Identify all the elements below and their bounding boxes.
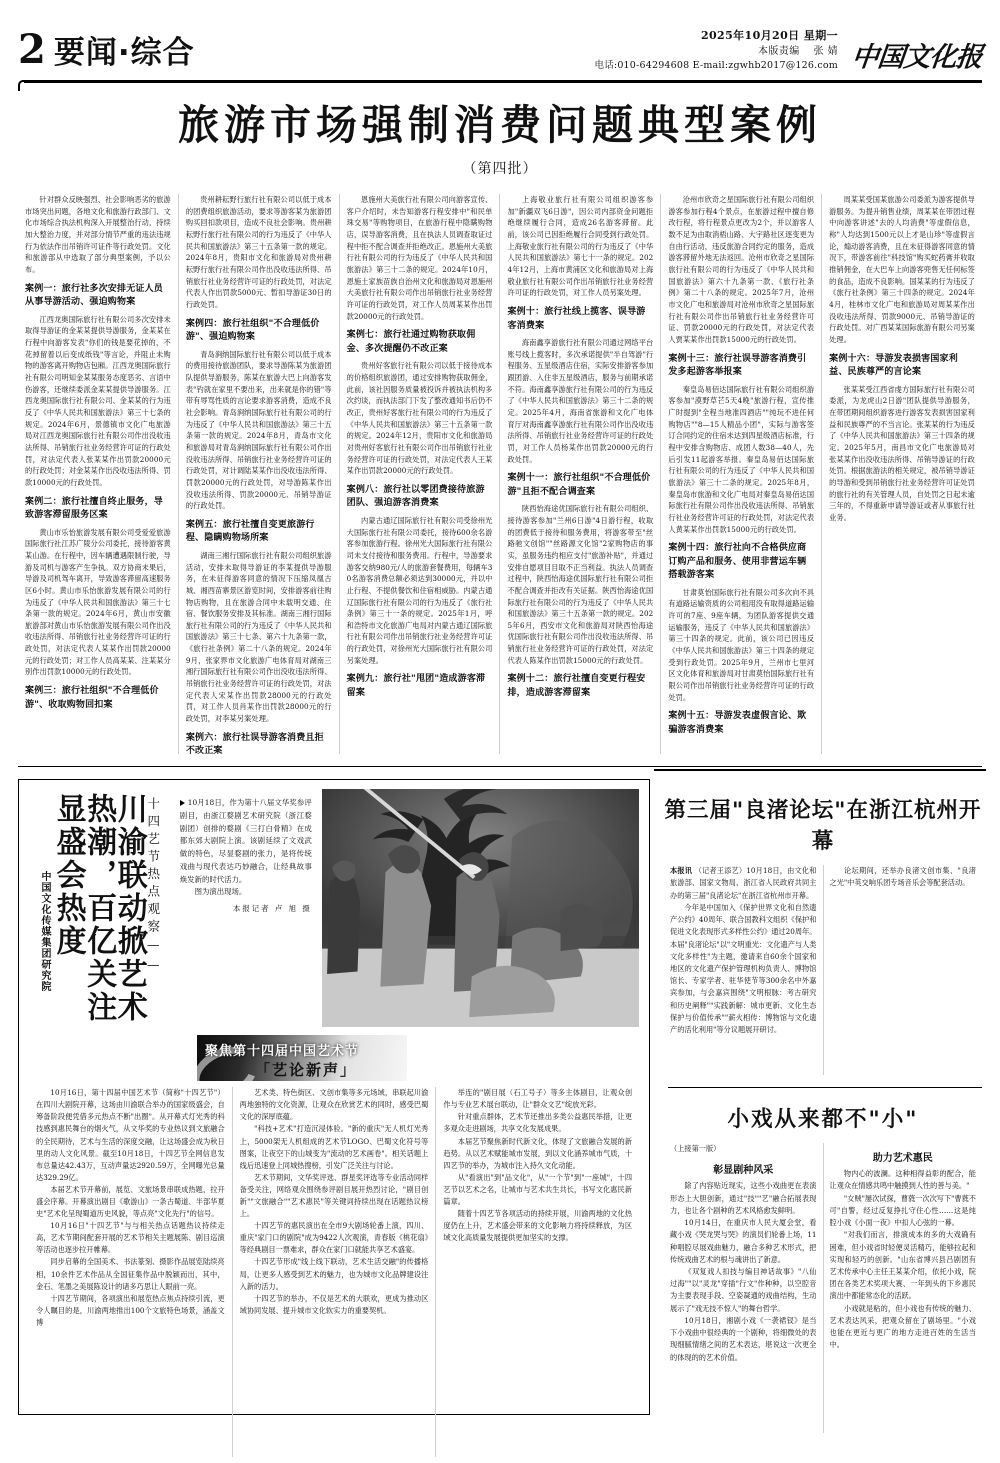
triangle-bullet-icon: [180, 800, 185, 806]
feature-paragraph: 同步启幕的全国美术、书法篆刻、摄影作品展览陆续亮相，10余件艺术作品从全国征集作品中脱颖而出，其中，金石、笔墨之美展陈设计的诸多巧思让人眼前一亮。: [36, 1257, 225, 1291]
photo-note: 图为演出现场。: [194, 887, 247, 897]
lead-article-columns: [18, 194, 982, 757]
vertical-headline-group: [29, 789, 176, 1031]
case-title-12: 案例十二：旅行社擅自变更行程安排，造成游客滞留案: [507, 674, 646, 698]
case-title-11: 案例十一：旅行社组织"不合理低价游"且拒不配合调查案: [507, 473, 651, 497]
feature-paragraph: "科技+艺术"打造沉浸体验。"新的重庆"无人机灯光秀上，5000架无人机组成的艺术节LOGO、巴蜀文化符号等图案，让夜空下的山城变为"流动的艺术画卷"。相关话题上线后迅速登上同城热搜榜，引发广泛关注与讨论。: [239, 1124, 429, 1170]
xiaoxi-subhead-1: 彰显剧种风采: [713, 1165, 774, 1177]
feature-paragraph: 针对重点群体，艺术节还推出多类公益惠民举措，让更多观众走进剧场，共享文化发展成果。: [443, 1112, 633, 1134]
lead-column-5: [660, 194, 821, 754]
page-subtitle: （第四批）: [462, 161, 538, 178]
liangzhu-lead: [670, 865, 817, 902]
case-body-10: 海南鑫享游旅行社有限公司通过网络平台账号线上揽客时，多次承诺提供"半自驾游"行程服务、五星级酒店住宿，实际安排游客参加跟团游、入住非五星级酒店，服务与前期承诺不符。海南鑫享游旅行社有限公司的行为违反了《中华人民共和国旅游法》第三十二条的规定。2025年4月，海南省旅游和文化广电体育厅对海南鑫享游旅行社有限公司作出没收违法所得、吊销旅行社业务经营许可证的行政处罚，对工作人员杨某作出罚款20000元的行政处罚。: [507, 338, 654, 464]
lead-column-1: [18, 194, 178, 754]
case-body-7: 贵州好客旅行社有限公司以低于接待成本的价格组织旅游团，通过安排购物获取佣金，此前，该社因服务质量被投诉并被执法机构多次约谈，而执法部门下发了整改通知书后仍不改正，贵州好客旅行社有限公司的行为违反了《中华人民共和国旅游法》第三十五条第一款的规定。2024年12月，贵阳市文化和旅游局对贵州好客旅行社有限公司作出吊销旅行社业务经营许可证的行政处罚，对法定代表人王某某作出罚款20000元的行政处罚。: [346, 361, 493, 476]
feature-left-body: [29, 1087, 639, 1457]
lead-column-4: [499, 194, 660, 754]
feature-paragraph: 本届艺术节开幕前，展览、文旅场景串联成热题，拉开盛会序幕。开幕演出剧目《歌游山》一条古蜀道、半部华夏史"艺术化呈现蜀道历史风貌，等点亮"文化先行"的信号。: [36, 1184, 225, 1219]
xiaoxi-headline: 小戏从来都不"小": [727, 1107, 919, 1133]
case-body-1: 江西龙奥国际旅行社有限公司多次安排未取得导游证的金某某提供导游服务，金某某在行程中向游客发表"你们的钱是要花掉的，不花掉留着以后变成纸钱"等言论，并阻止未购物的游客离开购物店包厢。江西龙奥国际旅行社有限公司明知金某某服务态度恶劣、言语中伤游客，还继续委派金某某提供导游服务。江西龙奥国际旅行社有限公司、金某某的行为违反了《中华人民共和国旅游法》第三十七条的规定。2024年6月，景德镇市文化广电旅游局对江西龙奥国际旅行社有限公司作出没收违法所得、吊销旅行社业务经营许可证的行政处罚，对法定代表人张某某作出罚款20000元的行政处罚；对金某某作出没收违法所得、罚款10000元的行政处罚。: [25, 314, 171, 487]
lead-intro: 针对群众反映强烈、社会影响恶劣的旅游市场突出问题，各地文化和旅游行政部门、文化市场综合执法机构深入开展整治行动，持续加大整治力度，并对部分情节严重的违法违规行为依法作出吊销许可证件等行政处罚。文化和旅游部从中选取了部分典型案例，予以公布。: [25, 195, 171, 275]
case-title-7: 案例七：旅行社通过购物获取佣金、多次提醒仍不改正案: [346, 330, 476, 354]
masthead-rule: [18, 80, 982, 84]
feature-left-box: [18, 779, 650, 1415]
case-title-10: 案例十：旅行社线上揽客、误导游客消费案: [507, 307, 646, 331]
masthead-right: [595, 27, 982, 78]
series-banner: [197, 1035, 407, 1081]
case-body-6: 恩施州大美旅行社有限公司向游客宣传、客户介绍时，未告知游客行程安排中"和民单珠交易"等购物项目，在旅游行程中隐瞒购物店，误导游客消费，且在执法人员调查取证过程中拒不配合调查并拒绝改正。恩施州大美旅行社有限公司的行为违反了《中华人民共和国旅游法》第三十二条的规定。2024年10月，恩施土家族苗族自治州文化和旅游局对恩施州大美旅行社有限公司作出吊销旅行社业务经营许可证的行政处罚，对工作人员周某某作出罚款20000元的行政处罚。: [346, 195, 493, 321]
case-title-3: 案例三：旅行社组织"不合理低价游"、收取购物回扣案: [25, 686, 159, 710]
case-body-16: 张某某受江西省虔方国际旅行社有限公司委派，为龙虎山2日游"团队提供导游服务，在带团期间组织游客进行游客发表损害国家利益和民族尊严的不当言论。张某某的行为违反了《中华人民共和国旅游法》第三十四条的规定。2025年5月，南昌市文化广电旅游局对张某某作出没收违法所得、吊销导游证的行政处罚。根据旅游法的相关规定，被吊销导游证的导游和受到吊销旅行社业务经营许可证处罚的旅行社的有关管理人员，自处罚之日起未逾三年的，不得重新申请导游证或者从事旅行社业务。: [829, 384, 975, 522]
page-title: 旅游市场强制消费问题典型案例: [178, 101, 822, 149]
liangzhu-lead-text: （记者王添艺）10月18日，由文化和旅游部、国家文物局、浙江省人民政府共同主办的第三届"良渚论坛"在浙江省杭州市开幕。: [670, 866, 817, 900]
xiaoxi-paragraph: 小戏就是粘的，但小戏也有传统的魅力、艺术表达风采，把观众留在了剧场里。"小戏也能在更近与更广的地方走进百姓的生活当中。: [829, 1303, 976, 1350]
feature-kicker: 十四艺节热点观察——: [145, 797, 161, 978]
xiaoxi-column-1: [664, 1143, 823, 1433]
feature-paragraph: 从"看演出"到"品文化"，从"一个节"到"一座城"，十四艺节以艺术之名，让城市与艺术共生共长，书写文化惠民新篇章。: [443, 1172, 633, 1206]
feature-body-column-1: [29, 1087, 232, 1457]
editor-name: 张 婧: [813, 45, 838, 57]
masthead-left: [18, 27, 195, 78]
byline-label: 本报讯: [670, 866, 693, 876]
liangzhu-paragraph: 今年是中国加入《保护世界文化和自然遗产公约》40周年、联合国教科文组织《保护和促进文化表现形式多样性公约》通过20周年。本届"良渚论坛"以"文明重光：文化遗产与人类文化多样性"为主题，邀请来自60余个国家和地区的文化遗产保护管理机构负责人、博物馆馆长、专家学者、驻华使节等300余名中外嘉宾参加，与会嘉宾围绕"文明根脉：考古研究和历史阐释""实践新解：城市更新、文化生态保护与价值传承""薪火相传：博物馆与文化遗产的活化利用"等分议题展开研讨。: [670, 902, 817, 1035]
stage-photo: [322, 789, 639, 1027]
feature-paragraph: 艺术类、特色街区、文创市集等多元场域，串联起川渝两地独特的文化资源，让观众在欣赏艺术的同时，感受巴蜀文化的深厚底蕴。: [239, 1088, 429, 1122]
feature-paragraph: 十四艺节的惠民演出在全市9大剧场轮番上演，四川、重庆"家门口的剧院"成为9422人次观演，青春版《桃花扇》等经典剧目一票难求，群众在家门口就能共享艺术盛宴。: [239, 1221, 429, 1255]
xiaoxi-paragraph: 10月14日，在重庆市人民大厦会堂，看藏小戏《哭龙哭与哭》的演员们轮番上场，11种唱腔尽展戏曲魅力，融合多种艺术形式，把传统戏曲艺术的根与魂讲出了新意。: [670, 1218, 817, 1264]
liangzhu-headline: 第三届"良渚论坛"在浙江杭州开幕: [664, 798, 982, 855]
feature-body-column-2: [232, 1087, 436, 1457]
case-body-12: 沧州市欣奇之星国际旅行社有限公司组织游客参加行程4个景点，在旅游过程中擅自修改行程，将行程景点更改为2个，并以游客人数不足为由取消梧山路、大宇路社区逐变更为自由行活动，违反旅游合同约定的服务，造成游客滞留外地无法返回。沧州市欣奇之星国际旅行社有限公司的行为违反了《中华人民共和国旅游法》第六十九条第一款、《旅行社条例》第二十八条的规定。2025年7月，沧州市文化广电和旅游局对沧州市欣奇之星国际旅行社有限公司作出吊销旅行社业务经营许可证、罚款20000元的行政处罚，对法定代表人贾某某作出罚款15000元的行政处罚。: [668, 195, 815, 345]
section-divider: [18, 766, 982, 767]
case-title-8: 案例八：旅行社以零团费接待旅游团队、强迫游客消费案: [346, 484, 485, 509]
feature-right-column: [650, 779, 982, 1415]
section-title: 要闻·综合: [53, 35, 195, 71]
feature-headline: 川渝联动掀艺术热潮，百亿关注显盛会热度: [50, 793, 147, 1025]
feature-left-top: [29, 789, 639, 1027]
case-body-3: 贵州耕耘野行旅行社有限公司以低于成本的团费组织旅游活动，要求等游客某为旅游团购买回扣款项目，造成不良社会影响。贵州耕耘野行旅行社有限公司的行为违反了《中华人民共和国旅游法》第三十五条第一款的规定。2024年8月，贵阳市文化和旅游局对贵州耕耘野行旅行社有限公司作出没收违法所得、吊销旅行社业务经营许可证的行政处罚，对法定代表人作出罚款5000元、暂扣导游证30日的行政处罚。: [185, 195, 332, 310]
xiaoxi-paragraph: 《双复戏人扣技与编目神话故事》"八仙过海""以"灵龙"穿插"行文"作种种，以空腔音为主要表现手段、空姿凝通的戏曲结构，生动展示了"戏无技不惊人"的舞台哲学。: [670, 1267, 817, 1313]
liangzhu-column-1: [664, 865, 823, 1075]
feature-paragraph: 10月16日，第十四届中国艺术节（简称"十四艺节"）在四川大剧院开幕，这场由川渝联合举办的国家级盛会，自筹备阶段便凭借多元热点不断"出圈"。从开幕式灯光秀的科技感到惠民舞台的烟火气，从文华奖的专业热议到文旅融合的全民期待，艺术与生活的深度交融，让这场盛会成为秋日里的动人文化风景。截至10月18日，十四艺节全网信息发布总量达42.43万，互动声量达2920.59万，全网曝光总量达329.29亿。: [36, 1088, 225, 1182]
case-title-13: 案例十三：旅行社误导游客消费引发多起游客举报案: [668, 353, 807, 378]
lead-column-2: [178, 194, 339, 757]
editor-line: [595, 44, 838, 60]
case-body-14: 甘肃莫怡国际旅行社有限公司多次向不具有道路运输资质的公司租用没有取得道路运输许可的7座、9座车辆，为团队游客提供交通运输服务，违反了《中华人民共和国旅游法》第三十四条的规定。此前，该公司已因违反《中华人民共和国旅游法》第三十四条的规定受到行政处罚。2025年9月，兰州市七里河区文化体育和旅游局对甘肃莫怡国际旅行社有限公司作出吊销旅行社业务经营许可证的行政处罚。: [668, 587, 815, 702]
case-title-1: 案例一：旅行社多次安排无证人员从事导游活动、强迫购物案: [25, 283, 164, 308]
xiaoxi-paragraph: 物内心的波澜。这种相得益彰的配合，能让观众在情感共鸣中触摸到人性的善与美。": [829, 1169, 976, 1191]
feature-paragraph: 十四艺节形成"线上线下联动，艺术生活交融"的传播格局，让更多人感受到艺术的魅力，也为城市文化品牌建设注入新的活力。: [239, 1257, 429, 1291]
case-body-5: 湖南三湘行国际旅行社有限公司组织旅游活动，安排未取得导游证的李某提供导游服务，在未征得游客同意的情况下压缩凤凰古城、湘西苗寨景区游览时间，安排游客前往购物店购物，且在旅游合同中未载明交通、住宿、餐饮服务安排及其标准。湖南三湘行国际旅行社有限公司的行为违反了《中华人民共和国旅游法》第三十七条、第六十九条第一款，《旅行社条例》第二十八条的规定。2024年9月，张家界市文化旅游广电体育局对湖南三湘行国际旅行社有限公司作出没收违法所得、吊销旅行社业务经营许可证的行政处罚，对法定代表人宋某作出罚款28000元的行政处罚，对工作人员肖某作出罚款28000元的行政处罚，对李某另案处理。: [185, 550, 332, 724]
case-title-15: 案例十五：导游发表虚假言论、欺骗游客消费案: [668, 711, 807, 735]
feature-paragraph: 艺术节期间，文华奖评选、群星奖评选等专业活动同样备受关注，网络观众围绕参评剧目展开热烈讨论，"剧目创新""文旅融合""艺术惠民"等关键词持续出现在话题热议榜上。: [239, 1172, 429, 1219]
liangzhu-columns: [664, 865, 982, 1075]
banner-line-1: 聚焦第十四届中国艺术节: [205, 1044, 360, 1060]
case-title-9: 案例九：旅行社"甩团"造成游客滞留案: [346, 674, 486, 698]
liangzhu-column-2: [823, 865, 983, 1075]
case-body-4: 青岛涧纳国际旅行社有限公司以低于成本的费用接待旅游团队，要求导游陈某为旅游团队提供导游服务，陈某在旅游大巴上向游客发表"钓就在家里不要出来，出来就是你的错"等带有辱骂性质的言论要求游客消费，造成不良社会影响。青岛涧纳国际旅行社有限公司的行为违反了《中华人民共和国旅游法》第三十五条第一款的规定。2024年8月，青岛市文化和旅游局对青岛涧纳国际旅行社有限公司作出没收违法所得、吊销旅行社业务经营许可证的行政处罚，对计调陆某某作出没收违法所得、罚款20000元的行政处罚，对导游陈某作出没收违法所得、罚款20000元、吊销导游证的行政处罚。: [185, 349, 332, 511]
case-body-11: 陕西怡海途优国际旅行社有限公司组织、接待游客参加"兰州6日游"4日游行程，收取的团费低于接待和服务费用，将游客带至"丝路驰文创馆""丝路源文化馆"2家购物店的事实，虽服务违约相应支付"旅游补贴"，并通过安排自愿项目目取不正当利益。执法人员调查过程中，陕西怡海途优国际旅行社有限公司拒不配合调查并拒改有关证据。陕西怡海途优国际旅行社有限公司的行为违反了《中华人民共和国旅游法》第三十五条第一款的规定。2025年6月，西安市文化和旅游局对陕西怡海途优国际旅行社有限公司作出没收违法所得、吊销旅行社业务经营许可证的行政处罚，对法定代表人陈某作出罚款15000元的行政处罚。: [507, 504, 654, 665]
right-divider: [668, 1087, 982, 1088]
feature-paragraph: 随着十四艺节各项活动的持续开展，川渝两地的文化热度仍在上升，艺术盛会带来的文化影响力将持续释放，为区域文化高质量发展提供更加坚实的支撑。: [443, 1209, 633, 1243]
paper-logo: 中国文化报: [850, 42, 984, 73]
xiaoxi-paragraph: 除了内容贴近现实，这些小戏曲更在表演形态上大胆创新，通过"技""艺"融合拓展表现力，也让各个剧种的艺术风格愈发鲜明。: [670, 1181, 817, 1215]
feature-paragraph: 本届艺节聚焦新时代新文化，体现了文旅融合发展的新趋势。从以艺术赋能城市发展，到以文化涵养城市气质，十四艺节的举办，为城市注入持久文化动能。: [443, 1136, 633, 1170]
lead-column-6: [821, 194, 982, 754]
photo-credit: 本报记者 卢 旭 摄: [232, 904, 312, 914]
photo-caption: 10月18日，作为第十八届文华奖参评剧目，由浙江婺剧艺术研究院（浙江婺剧团）创排的婺剧《三打白骨精》在成都东郊大剧院上演。该剧延续了文戏武做的特色，尽显婺剧的张力，是将传统戏曲与现代表达巧妙融合，让经典故事焕发新的时代活力。: [179, 798, 312, 884]
case-title-14: 案例十四：旅行社向不合格供应商订购产品和服务、使用非营运车辆搭载游客案: [668, 543, 807, 581]
stage-photo-image: [322, 789, 639, 1027]
feature-paragraph: 10月16日"十四艺节"与与相关热点话题热议持续走高，艺术节期间配套开展的艺术节相关主题展陈、剧目巡演等活动也逐步拉开帷幕。: [36, 1221, 225, 1255]
feature-body-column-3: [435, 1087, 639, 1457]
continued-from-note: （上接第一版）: [670, 1144, 721, 1154]
feature-byline: 中国文化传媒集团研究院: [39, 871, 50, 993]
xiaoxi-paragraph: "女贼"屡次试探，曹蕤一次次写下"曹蕤不可"自警，经过反复挣扎守住心性……这是纯腔小戏《小面一夜》中扣人心弦的一幕。: [829, 1193, 976, 1228]
case-body-15: 周某某受国某旅游公司委派为游客提供导游服务。为提升销售业绩，周某某在带团过程中向游客讲述"去的人均消费"等虚假信息，称"人均达到1500元以上才是山珍"等虚假言论，煽动游客消费，且在未征得游客同意的情况下，带游客前往"科技馆"购买蛇药膏并收取推销佣金，在大巴车上向游客兜售无任何标签的食品，造成不良影响。国某某的行为违反了《旅行社条例》第三十四条的规定。2024年4月，桂林市文化广电和旅游局对周某某作出没收违法所得、罚款9000元、吊销导游证的行政处罚。对广西某某国际旅游有限公司另案处理。: [829, 195, 975, 345]
feature-paragraph: 十四艺节期间，各项演出和展览热点焦点持续引流，更令人瞩目的是，川渝两地推出100个文旅特色场景，涵盖文博: [36, 1293, 225, 1327]
masthead: [18, 0, 982, 78]
case-body-2: 黄山市乐怡旅游发展有限公司受爱爱旅游国际旅行社江苏广陵分公司委托，接待游客黄某山游。在行程中，因车辆遭遇限制行驶，导游及司机与游客产生争执。双方协商未果后，导游及司机驾车离开，导致游客滞留高速服务区6小时。黄山市乐怡旅游发展有限公司的行为违反了《中华人民共和国旅游法》第三十七条第一款的规定。2024年6月，黄山市安徽旅游部对黄山市乐怡旅游发展有限公司作出没收违法所得、吊销旅行社业务经营许可证的行政处罚，对法定代表人某某作出罚款20000元的行政处罚；对工作人员高某某、注某某分别作出罚款10000元的行政处罚。: [25, 527, 171, 677]
feature-paragraph: 十四艺节的举办，不仅是艺术的大联欢，更成为推动区域协同发展、提升城市文化软实力的重要契机。: [239, 1293, 429, 1315]
liangzhu-paragraph: 论坛期间，还举办良渚文创市集、"良渚之光"中英交响乐团专场音乐会等配套活动。: [829, 866, 976, 888]
xiaoxi-paragraph: 10月18日，湘剧小戏《一袭裙钗》是当下小戏曲中很经典的一个剧种，将细微处的表现细腻情绪之间的艺术表达，堪说这一次更全的体现的的艺术价值。: [670, 1315, 817, 1362]
contact-line: 电话:010-64294608 E-mail:zgwhb2017@126.com: [594, 60, 838, 72]
case-body-8: 内蒙古通辽国际旅行社有限公司受徐州光大国际旅行社有限公司委托，接待600余名游客参加旅游行程。徐州光大国际旅行社有限公司未支付接待和服务费用。行程中，导游要求游客交纳980元/人的旅游套餐费用，每辆车30名游客消费总额必须达到30000元，并以中止行程、不提供餐饮和住宿相威胁。内蒙古通辽国际旅行社有限公司的行为违反了《旅行社条例》第三十一条的规定。2025年1月，呼和浩特市文化旅游广电局对内蒙古通辽国际旅行社有限公司作出吊销旅行社业务经营许可证的行政处罚，对徐州光大国际旅行社有限公司另案处理。: [346, 515, 493, 665]
feature-paragraph: 举连的"剧目展（石工号子）等多主体剧目，让观众创作与专业艺术展台联动，让"群众文艺"绽放光彩。: [443, 1088, 633, 1110]
xiaoxi-columns: [664, 1143, 982, 1433]
publication-date: 2025年10月20日 星期一: [700, 28, 838, 42]
case-title-2: 案例二：旅行社擅自终止服务，导致游客滞留服务区案: [25, 496, 164, 521]
banner-line-2: 「艺论新声」: [255, 1061, 358, 1080]
xiaoxi-subhead-2: 助力艺术惠民: [872, 1153, 933, 1165]
photo-caption-block: [176, 789, 318, 1027]
case-title-16: 案例十六：导游发表损害国家利益、民族尊严的言论案: [829, 353, 958, 378]
case-title-4: 案例四：旅行社组织"不合理低价游"、强迫购物案: [185, 318, 320, 343]
case-body-9: 上海敬业旅行社有限公司组织游客参加"新疆双飞6日游"，因公司内部资金问题拒绝继续履行合同，造成26名游客滞留。此前，该公司已因拒绝履行合同受到行政处罚。上海敬业旅行社有限公司的行为违反了《中华人民共和国旅游法》第七十一条的规定。2024年12月，上海市黄浦区文化和旅游局对上海敬业旅行社有限公司作出吊销旅行社业务经营许可证的行政处罚，对工作人员另案处理。: [507, 195, 654, 298]
case-body-13: 秦皇岛易佰达国际旅行社有限公司组织游客参加"漠野草芒5天4晚"旅游行程，宣传推广时提到"全程当地准四酒店""纯玩不进任何购物店""8—15人精品小团"，实际与游客签订合同约定的住宿未达到四星级酒店标准，行程中安排含购物店、成团人数38—40人，先后引发11起游客举报。秦皇岛易佰达国际旅行社有限公司的行为违反了《中华人民共和国旅游法》第三十二条的规定。2025年8月，秦皇岛市旅游和文化广电局对秦皇岛易佰达国际旅行社有限公司作出没收违法所得、吊销旅行社业务经营许可证的行政处罚，对法定代表人黄某某作出罚款15000元的行政处罚。: [668, 384, 815, 534]
case-title-6: 案例六：旅行社误导游客消费且拒不改正案: [185, 732, 324, 757]
case-title-5: 案例五：旅行社擅自变更旅游行程、隐瞒购物场所案: [185, 519, 315, 544]
lead-column-3: [339, 194, 500, 754]
page-number: 2: [18, 26, 46, 73]
xiaoxi-column-2: [823, 1143, 983, 1433]
lead-headline-block: [18, 84, 982, 184]
editor-label: 本版责编: [758, 45, 800, 57]
masthead-meta: [595, 27, 838, 74]
xiaoxi-paragraph: "对我们而言，排演成本的多的大戏确有困难，但小戏省时轻便灵活精巧，能够拉起和实现和轻巧的创新。"山东省博兴县吕剧团有艺术传承中心主任王某某介绍，依托小戏，院团在各类艺术奖项大赛、一年到头的下乡惠民演出中都能常态化的活跃。: [829, 1230, 976, 1301]
bottom-zone: [18, 779, 982, 1415]
